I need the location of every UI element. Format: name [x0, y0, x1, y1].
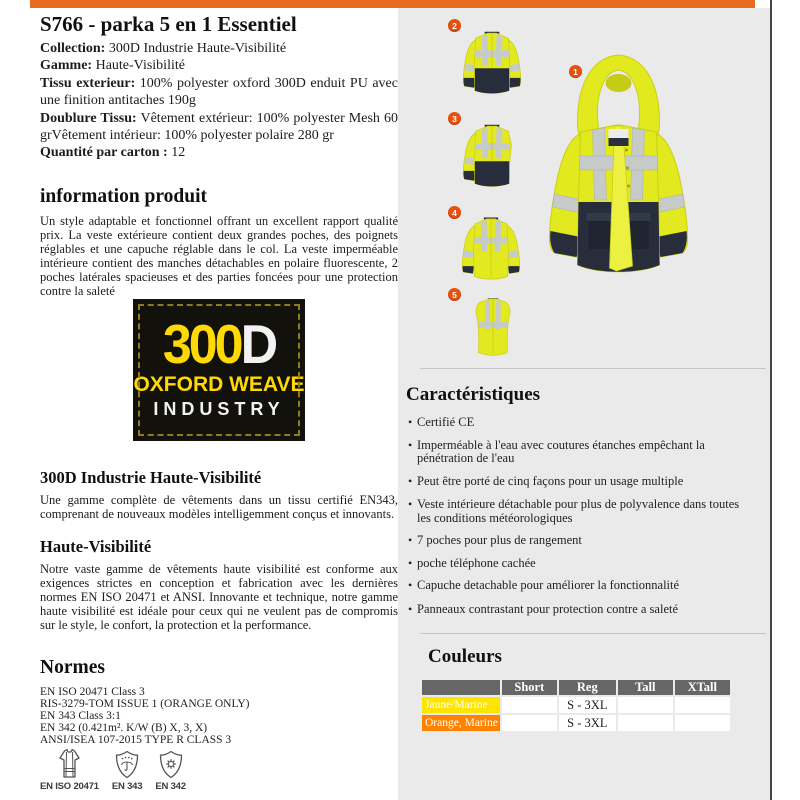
colors-header-xtall: XTall: [675, 680, 730, 695]
cert-en-iso-20471: [40, 748, 99, 792]
collection-body: Une gamme complète de vêtements dans un tissu certifié EN343, comprenant de nouveaux modèles intelligemment conçus et innovants.: [40, 493, 398, 521]
normes-item: EN ISO 20471 Class 3: [40, 686, 145, 698]
cold-shield-icon: [158, 750, 184, 779]
image-badge-4: 4: [448, 206, 461, 219]
image-badge-2: 2: [448, 19, 461, 32]
feature-item: • Certifié CE: [408, 416, 753, 430]
size-cell: [502, 715, 557, 731]
normes-item: RIS-3279-TOM ISSUE 1 (ORANGE ONLY): [40, 698, 250, 710]
page-title: S766 - parka 5 en 1 Essentiel: [40, 12, 297, 36]
fabric-logo-industry: INDUSTRY: [153, 398, 285, 419]
image-badge-5: 5: [448, 288, 461, 301]
product-info-heading: information produit: [40, 186, 208, 207]
fabric-logo-oxford-weave: OXFORD WEAVE: [133, 372, 305, 396]
colors-table: [420, 678, 732, 733]
cert-label: EN 342: [155, 781, 186, 792]
normes-section: [40, 657, 398, 746]
cert-en-342: [155, 750, 186, 792]
normes-item: EN 342 (0.421m². K/W (B) X, 3, X): [40, 722, 208, 734]
colors-header-blank: [422, 680, 500, 695]
size-cell: [618, 715, 673, 731]
image-badge-3: 3: [448, 112, 461, 125]
colors-header-reg: Reg: [559, 680, 616, 695]
logo-number: 300: [162, 314, 241, 375]
spec-gamme: [40, 57, 398, 74]
hivis-section: [40, 537, 398, 633]
product-image-thumb-5[interactable]: [460, 290, 526, 366]
fabric-logo-300d: [133, 299, 305, 441]
spec-value: Haute-Visibilité: [92, 58, 185, 74]
size-cell: S - 3XL: [559, 715, 616, 731]
product-image-thumb-3[interactable]: [454, 115, 530, 197]
spec-doublure: [40, 110, 398, 145]
divider-above-colors: [420, 633, 766, 634]
features-heading: Caractéristiques: [406, 384, 541, 405]
normes-heading: Normes: [40, 657, 105, 678]
colors-row-jaune-marine: [422, 697, 730, 713]
colors-table-header-row: [422, 680, 730, 695]
product-info-section: [40, 186, 398, 298]
size-cell: [502, 697, 557, 713]
product-panel: [398, 8, 771, 800]
spec-quantite: [40, 144, 398, 161]
feature-item: • Capuche detachable pour améliorer la fonctionnalité: [408, 579, 753, 593]
product-image-thumb-2[interactable]: [454, 22, 530, 104]
cert-label: EN 343: [111, 781, 143, 792]
certification-icons-row: [40, 748, 186, 792]
feature-item: • Veste intérieure détachable pour plus de polyvalence dans toutes les conditions météorologiques: [408, 498, 753, 525]
spec-value: 300D Industrie Haute-Visibilité: [105, 41, 287, 56]
spec-value: 100% polyester oxford 300D enduit PU avec une finition antitaches 190g: [40, 75, 398, 109]
colors-heading: Couleurs: [428, 646, 502, 667]
divider-above-features: [420, 368, 766, 369]
logo-letter: D: [240, 314, 276, 375]
image-badge-1: 1: [569, 65, 582, 78]
cert-label: EN ISO 20471: [40, 781, 99, 792]
spec-label: Tissu exterieur:: [40, 75, 136, 91]
spec-label: Gamme:: [40, 58, 93, 74]
color-swatch-jaune-marine: Jaune/Marine: [422, 697, 500, 713]
size-cell: [675, 715, 730, 731]
cert-en-343: [112, 750, 143, 792]
top-accent-bar: [30, 0, 755, 8]
hivis-body: Notre vaste gamme de vêtements haute visibilité est conforme aux exigences strictes en conception et fabrication avec les dernières normes EN ISO 20471 et ANSI. Innovante et technique, notre gamme haute visibilité est idéale pour ceux qui ne veulent pas de compromis sur le style, le confort, la protection et la performance.: [40, 562, 398, 632]
color-swatch-orange-marine: Orange, Marine: [422, 715, 500, 731]
feature-item: • Imperméable à l'eau avec coutures étanches empêchant la pénétration de l'eau: [408, 439, 753, 466]
rain-shield-icon: [114, 750, 140, 779]
hivis-heading: Haute-Visibilité: [40, 537, 152, 556]
feature-item: • poche téléphone cachée: [408, 557, 753, 571]
size-cell: S - 3XL: [559, 697, 616, 713]
spec-tissu: [40, 75, 398, 110]
collection-section: [40, 468, 398, 522]
size-cell: [675, 697, 730, 713]
product-image-main-parka[interactable]: [516, 50, 721, 290]
normes-list: [40, 686, 398, 746]
fabric-logo-300d-text: [162, 314, 276, 375]
right-edge-rule: [770, 0, 772, 800]
colors-row-orange-marine: [422, 715, 730, 731]
colors-header-tall: Tall: [618, 680, 673, 695]
size-cell: [618, 697, 673, 713]
collection-heading: 300D Industrie Haute-Visibilité: [40, 468, 262, 487]
spec-value: Vêtement extérieur: 100% polyester Mesh 60 grVêtement intérieur: 100% polyester polaire 280 gr: [40, 110, 398, 144]
product-info-body: Un style adaptable et fonctionnel offrant un excellent rapport qualité prix. La veste extérieure contient deux grandes poches, des poignets réglables et une capuche réglable dans le col. La veste imperméable intérieure contient des manches détachables en polaire fluorescente, 2 poches latérales spacieuses et des parties foncées pour une protection contre la saleté: [40, 214, 398, 298]
normes-item: EN 343 Class 3:1: [40, 710, 121, 722]
spec-value: 12: [167, 145, 186, 161]
product-image-thumb-4[interactable]: [450, 208, 532, 288]
colors-header-short: Short: [502, 680, 557, 695]
spec-label: Doublure Tissu:: [40, 110, 137, 126]
feature-item: • Panneaux contrastant pour protection contre a saleté: [408, 603, 753, 617]
normes-item: ANSI/ISEA 107-2015 TYPE R CLASS 3: [40, 734, 232, 746]
spec-collection: [40, 40, 398, 57]
feature-item: • 7 poches pour plus de rangement: [408, 534, 753, 548]
hivis-vest-icon: [56, 748, 83, 779]
feature-item: • Peut être porté de cinq façons pour un usage multiple: [408, 475, 753, 489]
product-header: [40, 12, 398, 162]
spec-label: Collection:: [40, 41, 106, 56]
spec-label: Quantité par carton :: [40, 145, 168, 161]
features-list: [408, 416, 753, 625]
